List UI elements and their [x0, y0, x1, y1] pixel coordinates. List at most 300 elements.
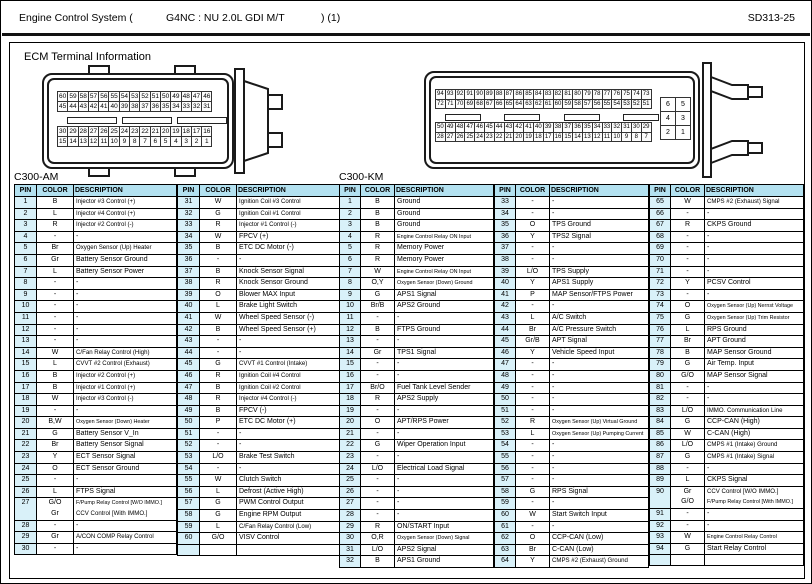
table-row — [495, 231, 649, 243]
table-row — [340, 452, 494, 464]
color-cell: L/O — [361, 463, 395, 475]
table-row — [495, 254, 649, 266]
pin-table-group — [339, 184, 494, 568]
color-cell: L — [516, 312, 550, 324]
pin-cell: 2 — [15, 208, 37, 220]
connector-pin-grid-top — [57, 91, 223, 112]
color-cell: O — [516, 220, 550, 232]
desc-cell: - — [705, 394, 804, 406]
table-row — [340, 440, 494, 452]
pin-cell: 20 — [340, 417, 361, 429]
pin-cell: 4 — [15, 231, 37, 243]
pin-13: 13 — [582, 132, 593, 143]
desc-cell: Oxygen Sensor (Up) Virtual Ground — [550, 417, 649, 429]
pin-34: 34 — [170, 101, 181, 112]
desc-cell: PWM Control Output — [237, 498, 340, 510]
pin-16: 16 — [201, 126, 212, 137]
color-cell: G — [671, 417, 705, 429]
pin-57: 57 — [88, 91, 99, 102]
pin-72: 72 — [435, 99, 446, 110]
table-row — [340, 533, 494, 545]
pin-61: 61 — [543, 99, 554, 110]
pin-cell: 51 — [178, 428, 200, 440]
pin-cell: 41 — [178, 312, 200, 324]
color-cell: Gr/B — [516, 336, 550, 348]
color-cell: W — [671, 428, 705, 440]
pin-66: 66 — [494, 99, 505, 110]
table-row — [340, 301, 494, 313]
pin-cell: 18 — [340, 394, 361, 406]
table-row — [650, 254, 804, 266]
pin-cell: 42 — [178, 324, 200, 336]
pin-47: 47 — [464, 122, 475, 133]
desc-cell: CKPS Ground — [705, 220, 804, 232]
pin-25: 25 — [464, 132, 475, 143]
pin-cell: 7 — [15, 266, 37, 278]
column-header-description: DESCRIPTION — [705, 185, 804, 197]
pin-cell: 1 — [340, 197, 361, 209]
desc-cell: Memory Power — [395, 254, 494, 266]
desc-cell: - — [550, 475, 649, 487]
table-row — [15, 520, 177, 532]
table-row — [15, 463, 177, 475]
key-slot — [445, 114, 481, 121]
pin-row — [435, 132, 657, 143]
table-row — [650, 440, 804, 452]
desc-cell: Engine RPM Output — [237, 510, 340, 522]
color-cell: R — [200, 220, 237, 232]
pin-54: 54 — [119, 91, 130, 102]
color-cell: Gr — [361, 347, 395, 359]
color-cell: - — [361, 475, 395, 487]
desc-cell: - — [395, 405, 494, 417]
pin-21: 21 — [504, 132, 515, 143]
table-row — [495, 278, 649, 290]
pin-23: 23 — [129, 126, 140, 137]
table-row — [650, 336, 804, 348]
pin-46: 46 — [201, 91, 212, 102]
table-row — [340, 312, 494, 324]
pin-cell: 4 — [340, 231, 361, 243]
table-row — [340, 370, 494, 382]
pin-5: 5 — [675, 97, 691, 112]
pin-cell: 22 — [340, 440, 361, 452]
desc-cell: - — [550, 370, 649, 382]
pin-cell: 36 — [178, 254, 200, 266]
desc-line: CCV Control [With IMMO.] — [76, 510, 148, 518]
table-row — [495, 324, 649, 336]
desc-cell: APS2 Supply — [395, 394, 494, 406]
pin-cell: 10 — [340, 301, 361, 313]
desc-cell: Wheel Speed Sensor (+) — [237, 324, 340, 336]
pin-cell: 68 — [650, 231, 671, 243]
table-row — [650, 266, 804, 278]
pin-cell: 47 — [178, 382, 200, 394]
table-row — [495, 370, 649, 382]
desc-cell: Injector #3 Control (+) — [74, 197, 177, 209]
desc-cell: - — [74, 312, 177, 324]
connector-side-pin-block — [660, 97, 691, 140]
connector-pin-grid-top — [435, 89, 657, 109]
desc-cell: Injector #1 Control (-) — [237, 220, 340, 232]
table-row — [650, 289, 804, 301]
color-cell: R — [361, 254, 395, 266]
column-header-color: COLOR — [361, 185, 395, 197]
table-row — [340, 289, 494, 301]
pin-row — [660, 125, 691, 140]
color-cell: - — [361, 336, 395, 348]
desc-cell: CCP-CAN (High) — [705, 417, 804, 429]
pin-34: 34 — [592, 122, 603, 133]
pin-32: 32 — [611, 122, 622, 133]
table-row — [495, 336, 649, 348]
color-cell: B — [200, 266, 237, 278]
table-row — [650, 301, 804, 313]
pin-22: 22 — [494, 132, 505, 143]
pin-cell: 70 — [650, 254, 671, 266]
color-cell: - — [361, 510, 395, 522]
pin-cell: 2 — [340, 208, 361, 220]
pin-table-group — [494, 184, 649, 568]
pin-cell: 29 — [15, 532, 37, 544]
table-row — [340, 278, 494, 290]
desc-cell — [705, 555, 804, 566]
table-row — [650, 417, 804, 429]
pin-cell: 52 — [178, 440, 200, 452]
desc-cell: Ground — [395, 197, 494, 209]
table-row — [495, 382, 649, 394]
table-row — [178, 278, 340, 290]
color-cell: B — [361, 208, 395, 220]
pin-24: 24 — [474, 132, 485, 143]
column-header-color: COLOR — [671, 185, 705, 197]
desc-cell: - — [550, 197, 649, 209]
table-row — [495, 312, 649, 324]
desc-cell: - — [237, 336, 340, 348]
color-cell: Y — [671, 278, 705, 290]
desc-cell: Oxygen Sensor (Up) Pumping Current — [550, 428, 649, 440]
table-row — [15, 231, 177, 243]
table-row — [650, 231, 804, 243]
pin-78: 78 — [592, 89, 603, 100]
color-cell: B — [200, 324, 237, 336]
table-row — [15, 532, 177, 544]
pin-25: 25 — [108, 126, 119, 137]
pin-18: 18 — [181, 126, 192, 137]
desc-cell: - — [550, 301, 649, 313]
desc-cell: MAP Sensor/FTPS Power — [550, 289, 649, 301]
table-row — [15, 336, 177, 348]
pin-7: 7 — [641, 132, 652, 143]
table-row — [495, 394, 649, 406]
desc-cell: - — [550, 521, 649, 533]
pin-cell: 15 — [340, 359, 361, 371]
desc-line: F/Pump Relay Control [With IMMO.] — [707, 499, 793, 506]
pin-50: 50 — [160, 91, 171, 102]
desc-cell: FTPS Ground — [395, 324, 494, 336]
color-cell: - — [200, 347, 237, 359]
desc-cell: - — [705, 463, 804, 475]
table-row — [178, 347, 340, 359]
color-cell: B — [37, 370, 74, 382]
color-cell: - — [37, 324, 74, 336]
pin-cell: 12 — [340, 324, 361, 336]
pin-93: 93 — [445, 89, 456, 100]
color-cell: W — [37, 394, 74, 406]
desc-cell: Battery Sensor Signal — [74, 440, 177, 452]
color-cell: - — [361, 498, 395, 510]
desc-cell: Injector #3 Control (-) — [74, 394, 177, 406]
pin-cell: 26 — [15, 486, 37, 498]
pin-cell: 56 — [178, 486, 200, 498]
desc-cell: Ignition Coil #2 Control — [237, 382, 340, 394]
pin-cell: 39 — [178, 289, 200, 301]
table-row — [340, 394, 494, 406]
table-row — [178, 336, 340, 348]
pin-cell: 79 — [650, 359, 671, 371]
table-row — [495, 417, 649, 429]
pin-cell: 55 — [178, 475, 200, 487]
desc-cell: Knock Sensor Ground — [237, 278, 340, 290]
desc-cell: Wiper Operation Input — [395, 440, 494, 452]
table-row — [15, 417, 177, 429]
table-row — [650, 509, 804, 521]
pin-60: 60 — [57, 91, 68, 102]
color-cell: Br — [671, 336, 705, 348]
desc-cell: Injector #4 Control (+) — [74, 208, 177, 220]
pin-cell: 39 — [495, 266, 516, 278]
color-cell: W — [200, 231, 237, 243]
color-cell: B — [671, 347, 705, 359]
color-cell: Br — [516, 324, 550, 336]
pin-cell: 19 — [15, 405, 37, 417]
pin-cell: 52 — [495, 417, 516, 429]
pin-cell: 48 — [495, 370, 516, 382]
color-cell: L/O — [671, 440, 705, 452]
color-cell: - — [361, 312, 395, 324]
pin-10: 10 — [611, 132, 622, 143]
desc-cell: C-CAN (High) — [705, 428, 804, 440]
color-cell: L — [37, 486, 74, 498]
pin-76: 76 — [611, 89, 622, 100]
column-header-pin: PIN — [178, 185, 200, 197]
color-cell: L/O — [516, 266, 550, 278]
color-line: G/O — [681, 498, 694, 506]
pin-cell: 23 — [340, 452, 361, 464]
color-cell — [671, 555, 705, 566]
table-row — [15, 452, 177, 464]
desc-cell: - — [705, 509, 804, 521]
pin-cell: 67 — [650, 220, 671, 232]
pin-6: 6 — [150, 136, 161, 147]
color-cell: R — [200, 394, 237, 406]
pin-27: 27 — [445, 132, 456, 143]
key-slot — [67, 117, 117, 124]
column-header-description: DESCRIPTION — [237, 185, 340, 197]
desc-cell: TPS Supply — [550, 266, 649, 278]
desc-cell: - — [395, 475, 494, 487]
pin-cell: 59 — [495, 498, 516, 510]
table-row — [495, 486, 649, 498]
pin-cell: 74 — [650, 301, 671, 313]
table-row — [340, 486, 494, 498]
pin-cell: 10 — [15, 301, 37, 313]
desc-cell: CVVT #2 Control (Exhaust) — [74, 359, 177, 371]
color-cell: R — [361, 394, 395, 406]
table-row — [495, 475, 649, 487]
color-cell: G — [200, 359, 237, 371]
color-cell: - — [37, 289, 74, 301]
pin-89: 89 — [484, 89, 495, 100]
color-cell: G — [671, 312, 705, 324]
pin-cell: 43 — [178, 336, 200, 348]
table-row — [340, 359, 494, 371]
desc-cell: - — [395, 510, 494, 522]
desc-cell: - — [705, 266, 804, 278]
pin-cell: 75 — [650, 312, 671, 324]
pin-cell: 9 — [15, 289, 37, 301]
color-cell: G — [671, 543, 705, 555]
pin-cell: 88 — [650, 463, 671, 475]
color-cell: L — [516, 428, 550, 440]
desc-cell: - — [237, 254, 340, 266]
table-row — [340, 510, 494, 522]
desc-cell: MAP Sensor Ground — [705, 347, 804, 359]
color-cell: - — [37, 475, 74, 487]
pin-cell: 5 — [15, 243, 37, 255]
desc-cell: - — [74, 475, 177, 487]
pin-68: 68 — [474, 99, 485, 110]
color-cell: Y — [516, 231, 550, 243]
color-cell: B — [200, 405, 237, 417]
pin-38: 38 — [129, 101, 140, 112]
color-cell: - — [200, 254, 237, 266]
desc-cell: - — [705, 208, 804, 220]
desc-cell: Blower MAX Input — [237, 289, 340, 301]
desc-cell: - — [395, 498, 494, 510]
color-cell: Br — [37, 243, 74, 255]
color-cell: Gr — [37, 532, 74, 544]
desc-line: CCV Control [W/O IMMO.] — [707, 487, 779, 495]
table-row — [340, 475, 494, 487]
desc-cell: Oxygen Sensor (Up) Heater — [74, 243, 177, 255]
key-slot — [504, 114, 540, 121]
color-cell: - — [671, 231, 705, 243]
pin-17: 17 — [191, 126, 202, 137]
pin-cell: 41 — [495, 289, 516, 301]
color-cell: - — [671, 463, 705, 475]
color-cell: B,W — [37, 417, 74, 429]
desc-cell: - — [550, 452, 649, 464]
column-header-color: COLOR — [516, 185, 550, 197]
pin-cell: 7 — [340, 266, 361, 278]
pin-43: 43 — [504, 122, 515, 133]
key-slot — [122, 117, 172, 124]
pin-cell: 81 — [650, 382, 671, 394]
desc-cell: - — [550, 463, 649, 475]
pin-cell: 66 — [650, 208, 671, 220]
pin-cell: 27 — [340, 498, 361, 510]
pin-82: 82 — [553, 89, 564, 100]
color-cell: R — [671, 220, 705, 232]
desc-cell: Oxygen Sensor (Down) Ground — [395, 278, 494, 290]
pin-44: 44 — [67, 101, 78, 112]
desc-cell: TPS Ground — [550, 220, 649, 232]
pin-2: 2 — [191, 136, 202, 147]
key-slot-row — [445, 114, 659, 121]
desc-cell: RPS Ground — [705, 324, 804, 336]
desc-cell: - — [550, 243, 649, 255]
color-cell: Br — [37, 440, 74, 452]
pin-cell: 53 — [495, 428, 516, 440]
table-row — [340, 231, 494, 243]
color-cell: - — [516, 254, 550, 266]
table-row — [178, 266, 340, 278]
pin-4: 4 — [660, 111, 676, 126]
pin-49: 49 — [445, 122, 456, 133]
table-row — [15, 289, 177, 301]
pin-cell: 94 — [650, 543, 671, 555]
header-title-suffix: ) (1) — [321, 12, 341, 24]
table-row — [650, 347, 804, 359]
color-cell: - — [516, 208, 550, 220]
table-row — [650, 278, 804, 290]
desc-cell: Clutch Switch — [237, 475, 340, 487]
pin-cell: 12 — [15, 324, 37, 336]
pin-91: 91 — [464, 89, 475, 100]
key-slot-row — [67, 117, 227, 124]
pin-44: 44 — [494, 122, 505, 133]
pin-58: 58 — [572, 99, 583, 110]
pin-40: 40 — [533, 122, 544, 133]
color-cell: G/O — [671, 370, 705, 382]
color-line: Gr — [683, 487, 692, 495]
color-cell: L — [671, 324, 705, 336]
pin-62: 62 — [533, 99, 544, 110]
desc-cell: FPCV (-) — [237, 405, 340, 417]
pin-28: 28 — [435, 132, 446, 143]
color-cell: Br/O — [361, 382, 395, 394]
color-cell: O — [361, 417, 395, 429]
color-cell: B — [361, 556, 395, 568]
table-row — [15, 243, 177, 255]
pin-30: 30 — [57, 126, 68, 137]
table-row — [15, 440, 177, 452]
column-header-description: DESCRIPTION — [74, 185, 177, 197]
pin-cell: 18 — [15, 394, 37, 406]
pin-cell: 63 — [495, 544, 516, 556]
pin-cell: 77 — [650, 336, 671, 348]
desc-cell: - — [74, 336, 177, 348]
desc-cell: Oxygen Sensor (Down) Heater — [74, 417, 177, 429]
desc-cell: CMPS #2 (Exhaust) Ground — [550, 556, 649, 568]
column-header-pin: PIN — [650, 185, 671, 197]
pin-cell: 53 — [178, 452, 200, 464]
desc-cell: FPCV (+) — [237, 231, 340, 243]
pin-50: 50 — [435, 122, 446, 133]
table-row — [650, 324, 804, 336]
pin-41: 41 — [98, 101, 109, 112]
desc-cell: Injector #1 Control (+) — [74, 382, 177, 394]
pin-58: 58 — [78, 91, 89, 102]
desc-cell: APS1 Signal — [395, 289, 494, 301]
table-row — [650, 555, 804, 566]
color-cell: W — [37, 347, 74, 359]
color-cell: - — [200, 428, 237, 440]
pin-row — [57, 101, 223, 112]
desc-cell: - — [74, 520, 177, 532]
pin-59: 59 — [562, 99, 573, 110]
